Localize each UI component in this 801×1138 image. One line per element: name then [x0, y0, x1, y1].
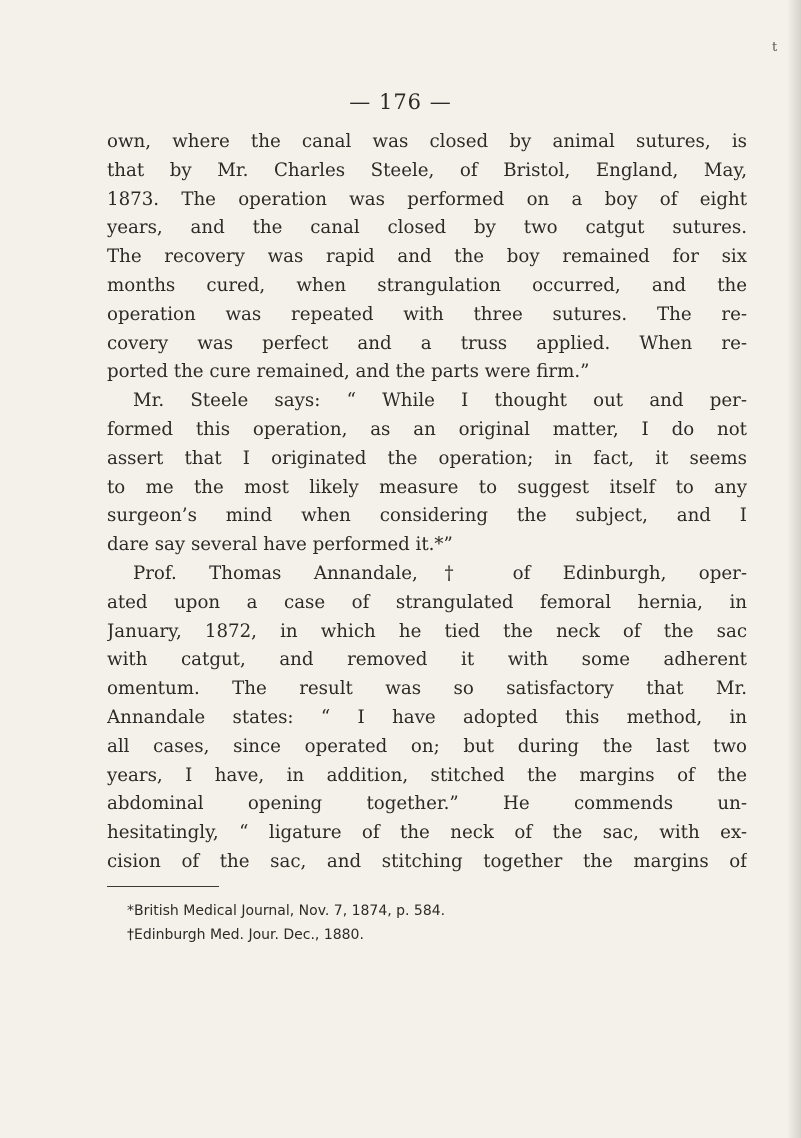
footnote-item: *British Medical Journal, Nov. 7, 1874, p. 584. — [127, 903, 446, 919]
text-line: to me the most likely measure to suggest itself to any — [107, 476, 747, 498]
text-line: 1873. The operation was performed on a boy of eight — [107, 188, 747, 210]
text-line: abdominal opening together.” He commends un- — [107, 793, 747, 815]
page-edge-shadow — [787, 0, 801, 1138]
text-line: covery was perfect and a truss applied. When re- — [107, 332, 747, 354]
text-line: hesitatingly, “ ligature of the neck of the sac, with ex- — [107, 822, 747, 844]
corner-mark: t — [772, 40, 778, 55]
footnotes — [127, 899, 445, 947]
body-text — [107, 128, 747, 877]
text-line: ated upon a case of strangulated femoral hernia, in — [107, 591, 747, 613]
text-line: Mr. Steele says: “ While I thought out and per- — [133, 390, 747, 412]
text-line: years, and the canal closed by two catgut sutures. — [107, 217, 747, 239]
text-line: years, I have, in addition, stitched the margins of the — [107, 764, 747, 786]
footnote-divider — [107, 886, 219, 887]
text-line: omentum. The result was so satisfactory that Mr. — [107, 678, 747, 700]
text-line: The recovery was rapid and the boy remained for six — [107, 246, 747, 268]
text-line: formed this operation, as an original matter, I do not — [107, 418, 747, 440]
text-line: all cases, since operated on; but during the last two — [107, 735, 747, 757]
text-line: January, 1872, in which he tied the neck of the sac — [107, 620, 747, 642]
text-line: Prof. Thomas Annandale,† of Edinburgh, oper- — [133, 562, 747, 584]
text-line: surgeon’s mind when considering the subject, and I — [107, 505, 747, 527]
text-line: with catgut, and removed it with some adherent — [107, 649, 747, 671]
text-line: Annandale states: “ I have adopted this method, in — [107, 706, 747, 728]
footnote-item: †Edinburgh Med. Jour. Dec., 1880. — [127, 927, 364, 943]
text-line: cision of the sac, and stitching together the margins of — [107, 850, 747, 872]
page-number: — 176 — — [349, 90, 452, 114]
text-line: own, where the canal was closed by animal sutures, is — [107, 131, 747, 152]
text-line: assert that I originated the operation; in fact, it seems — [107, 447, 747, 469]
text-line: months cured, when strangulation occurred, and the — [107, 274, 747, 296]
text-line: dare say several have performed it.*” — [107, 534, 453, 556]
text-line: ported the cure remained, and the parts were firm.” — [107, 361, 590, 383]
text-line: operation was repeated with three sutures. The re- — [107, 303, 747, 325]
text-line: that by Mr. Charles Steele, of Bristol, England, May, — [107, 159, 747, 181]
